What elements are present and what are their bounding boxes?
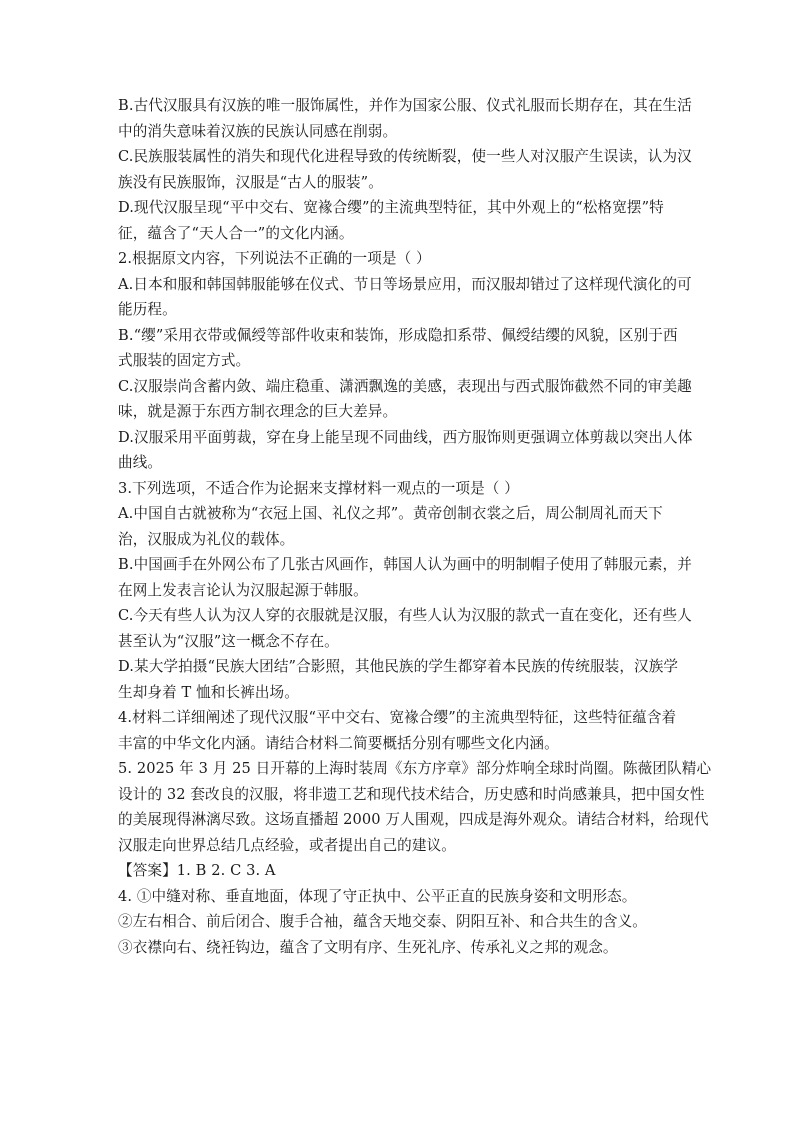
text-line: A.日本和服和韩国韩服能够在仪式、节日等场景应用，而汉服却错过了这样现代演化的可: [118, 275, 692, 293]
text-line: B.中国画手在外网公布了几张古风画作，韩国人认为画中的明制帽子使用了韩服元素，并: [118, 556, 692, 573]
text-line: 甚至认为“汉服”这一概念不存在。: [118, 632, 339, 650]
text-line: 能历程。: [118, 301, 177, 318]
question-3-stem: 3.下列选项，不适合作为论据来支撑材料一观点的一项是（ ）: [118, 479, 519, 497]
question-4-stem: 4.材料二详细阐述了现代汉服“平中交右、宽褖合缨”的主流典型特征，这些特征蕴含着: [118, 709, 677, 726]
text-line: 式服装的固定方式。: [118, 352, 251, 369]
text-line: 治，汉服成为礼仪的载体。: [118, 530, 295, 548]
text-line: 生却身着 T 恤和长裤出场。: [118, 683, 299, 701]
text-line: B.古代汉服具有汉族的唯一服饰属性，并作为国家公服、仪式礼服而长期存在，其在生活: [118, 97, 692, 114]
answer-line: ③衣襟向右、绕衽钩边，蕴含了文明有序、生死礼序、传承礼义之邦的观念。: [118, 938, 618, 956]
text-line: 曲线。: [118, 454, 163, 471]
document-body: [118, 93, 712, 960]
text-line: 在网上发表言论认为汉服起源于韩服。: [118, 581, 368, 599]
text-line: 设计的 32 套改良的汉服，将非遗工艺和现代技术结合，历史感和时尚感兼具，把中国女性: [118, 785, 705, 803]
text-line: D.汉服采用平面剪裁，穿在身上能呈现不同曲线，西方服饰则更强调立体剪裁以突出人体: [118, 428, 693, 446]
text-line: 征，蕴含了“天人合一”的文化内涵。: [118, 224, 354, 242]
text-line: 的美展现得淋漓尽致。这场直播超 2000 万人围观，四成是海外观众。请结合材料，给现代: [118, 811, 709, 828]
text-line: 丰富的中华文化内涵。请结合材料二简要概括分别有哪些文化内涵。: [118, 734, 559, 752]
text-line: C.汉服崇尚含蓄内敛、端庄稳重、潇洒飘逸的美感，表现出与西式服饰截然不同的审美趣: [118, 377, 692, 395]
text-line: 味，就是源于东西方制衣理念的巨大差异。: [118, 403, 398, 420]
text-line: 汉服走向世界总结几点经验，或者提出自己的建议。: [118, 836, 456, 854]
text-line: D.某大学拍摄“民族大团结”合影照，其他民族的学生都穿着本民族的传统服装，汉族学: [118, 658, 679, 675]
text-line: A.中国自古就被称为“衣冠上国、礼仪之邦”。黄帝创制衣裳之后，周公制周礼而天下: [118, 505, 663, 522]
text-line: 中的消失意味着汉族的民族认同感在削弱。: [118, 122, 398, 140]
text-line: 族没有民族服饰，汉服是“古人的服装”。: [118, 173, 383, 191]
answer-line: ②左右相合、前后闭合、腹手合袖，蕴含天地交泰、阴阳互补、和合共生的含义。: [118, 913, 647, 930]
answer-key: 【答案】1. B 2. C 3. A: [118, 862, 276, 879]
text-line: B.“缨”采用衣带或佩绶等部件收束和装饰，形成隐扣系带、佩绶结缨的风貌，区别于西: [118, 326, 678, 344]
question-2-stem: 2.根据原文内容，下列说法不正确的一项是（ ）: [118, 250, 431, 267]
answer-line: 4. ①中缝对称、垂直地面，体现了守正执中、公平正直的民族身姿和文明形态。: [118, 887, 637, 905]
text-line: D.现代汉服呈现“平中交右、宽褖合缨”的主流典型特征，其中外观上的“松格宽摆”特: [118, 199, 664, 216]
question-5-stem: 5. 2025 年 3 月 25 日开幕的上海时装周《东方序章》部分炸响全球时尚圈。陈薇团队精心: [118, 760, 712, 777]
text-line: C.民族服装属性的消失和现代化进程导致的传统断裂，使一些人对汉服产生误读，认为汉: [118, 148, 692, 165]
text-line: C.今天有些人认为汉人穿的衣服就是汉服，有些人认为汉服的款式一直在变化，还有些人: [118, 607, 692, 624]
